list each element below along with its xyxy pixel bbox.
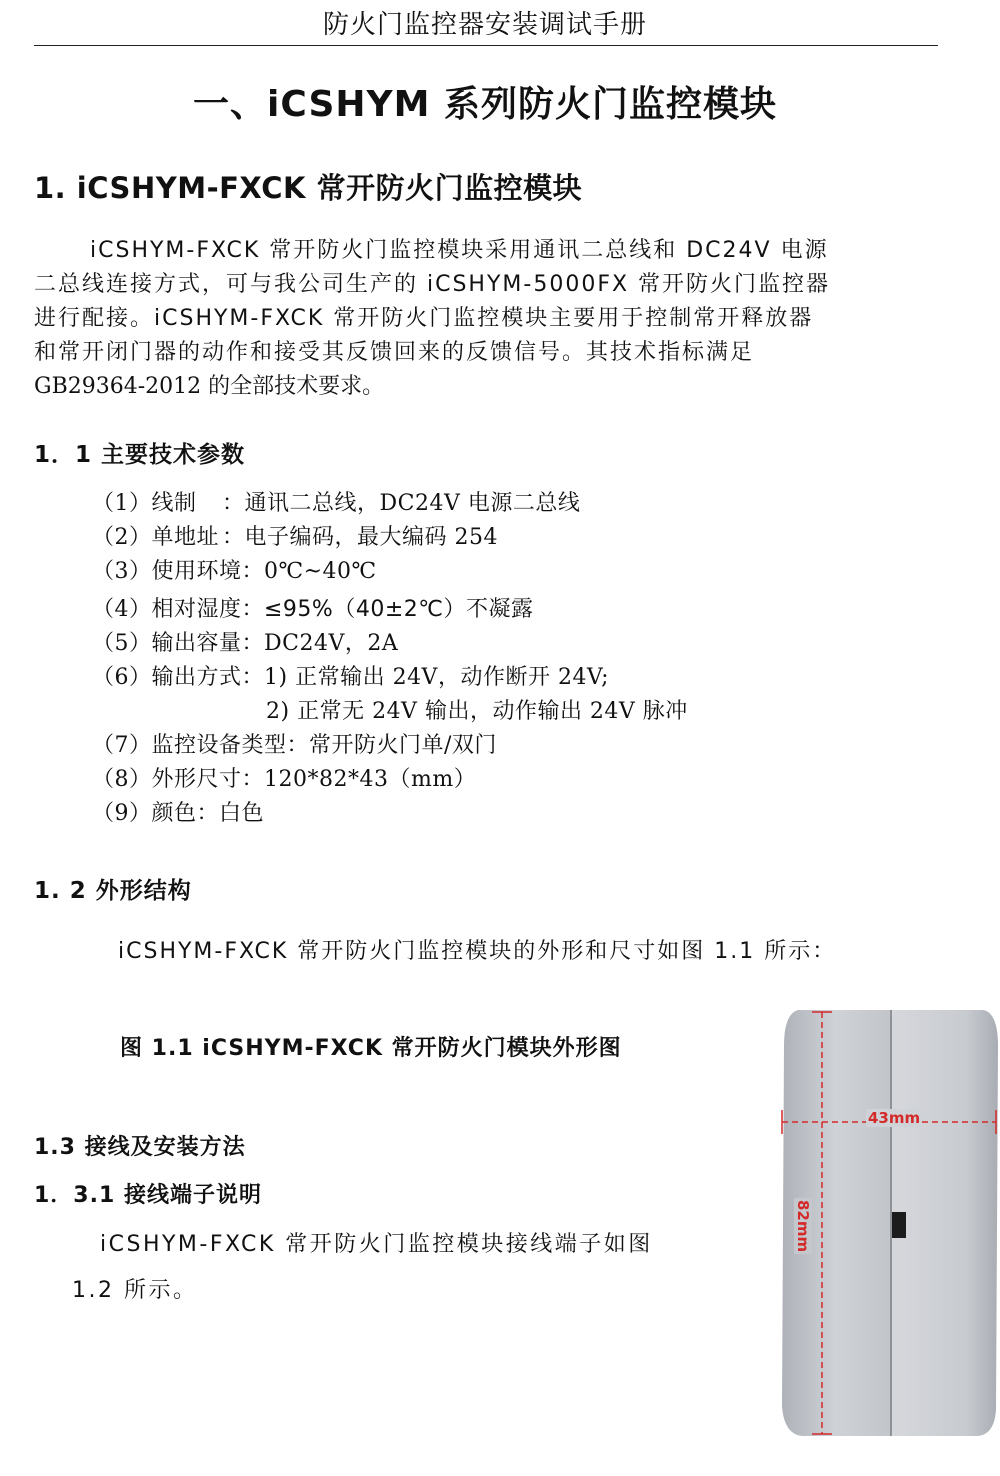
width-dimension-label: 43mm <box>868 1109 921 1127</box>
section-title: 1. iCSHYM-FXCK 常开防火门监控模块 <box>34 171 583 205</box>
spec-item <box>92 555 792 589</box>
spec-key: （7）监控设备类型： <box>92 733 309 758</box>
spec-item <box>92 661 792 695</box>
spec-list <box>92 487 792 831</box>
intro-line: iCSHYM-FXCK 常开防火门监控模块采用通讯二总线和 DC24V 电源 <box>90 238 829 263</box>
spec-value: 2) 正常无 24V 输出，动作输出 24V 脉冲 <box>266 699 688 724</box>
intro-line: 和常开闭门器的动作和接受其反馈回来的反馈信号。其技术指标满足 <box>34 340 755 365</box>
module-photo <box>778 1006 1000 1438</box>
spec-key: （2）单地址 <box>92 525 219 550</box>
spec-key: （6）输出方式： <box>92 665 264 690</box>
chapter-title: 一、iCSHYM 系列防火门监控模块 <box>193 84 777 125</box>
spec-key: （8）外形尺寸： <box>92 767 264 792</box>
intro-paragraph <box>34 234 938 404</box>
spec-item <box>92 627 792 661</box>
tech-params-title: 1．1 主要技术参数 <box>34 442 246 468</box>
housing-right-half <box>890 1010 998 1436</box>
spec-key: （5）输出容量： <box>92 631 264 656</box>
spec-item <box>92 729 792 763</box>
intro-line: GB29364-2012 的全部技术要求。 <box>34 374 385 399</box>
spec-item <box>92 521 792 555</box>
terminal-paragraph <box>72 1222 762 1314</box>
intro-line: 二总线连接方式，可与我公司生产的 iCSHYM-5000FX 常开防火门监控器 <box>34 272 831 297</box>
spec-value: 0℃~40℃ <box>264 559 377 584</box>
spec-item <box>92 593 792 627</box>
height-dimension-label: 82mm <box>794 1200 812 1253</box>
spec-value: 白色 <box>219 801 265 826</box>
spec-value: 通讯二总线，DC24V 电源二总线 <box>244 491 581 516</box>
housing-slot <box>892 1212 906 1238</box>
structure-title: 1. 2 外形结构 <box>34 878 192 904</box>
terminal-line: iCSHYM-FXCK 常开防火门监控模块接线端子如图 <box>100 1232 653 1257</box>
spec-key: （3）使用环境： <box>92 559 264 584</box>
spec-value: 常开防火门单/双门 <box>309 733 497 758</box>
header-rule <box>34 45 938 46</box>
spec-key: （9）颜色： <box>92 801 219 826</box>
terminal-subtitle: 1．3.1 接线端子说明 <box>34 1183 262 1208</box>
running-header: 防火门监控器安装调试手册 <box>322 10 647 40</box>
terminal-line: 1.2 所示。 <box>72 1278 198 1303</box>
spec-value: DC24V，2A <box>264 631 399 656</box>
spec-value: 1) 正常输出 24V，动作断开 24V; <box>264 665 610 690</box>
spec-value: 120*82*43（mm） <box>264 767 477 792</box>
spec-item <box>92 797 792 831</box>
figure-reference: iCSHYM-FXCK 常开防火门监控模块的外形和尺寸如图 1.1 所示： <box>118 939 837 964</box>
spec-key: （1）线制 <box>92 491 197 516</box>
spec-sep: ： <box>222 525 245 550</box>
spec-item <box>92 763 792 797</box>
spec-value: 电子编码，最大编码 254 <box>244 525 499 550</box>
intro-line: 进行配接。iCSHYM-FXCK 常开防火门监控模块主要用于控制常开释放器 <box>34 306 814 331</box>
spec-item-continuation <box>92 695 792 729</box>
spec-sep: ： <box>222 491 245 516</box>
spec-item <box>92 487 792 521</box>
spec-key: （4）相对湿度： <box>92 597 264 622</box>
figure-caption: 图 1.1 iCSHYM-FXCK 常开防火门模块外形图 <box>120 1036 622 1061</box>
spec-value: ≤95%（40±2℃）不凝露 <box>264 597 534 622</box>
wiring-title: 1.3 接线及安装方法 <box>34 1135 246 1160</box>
